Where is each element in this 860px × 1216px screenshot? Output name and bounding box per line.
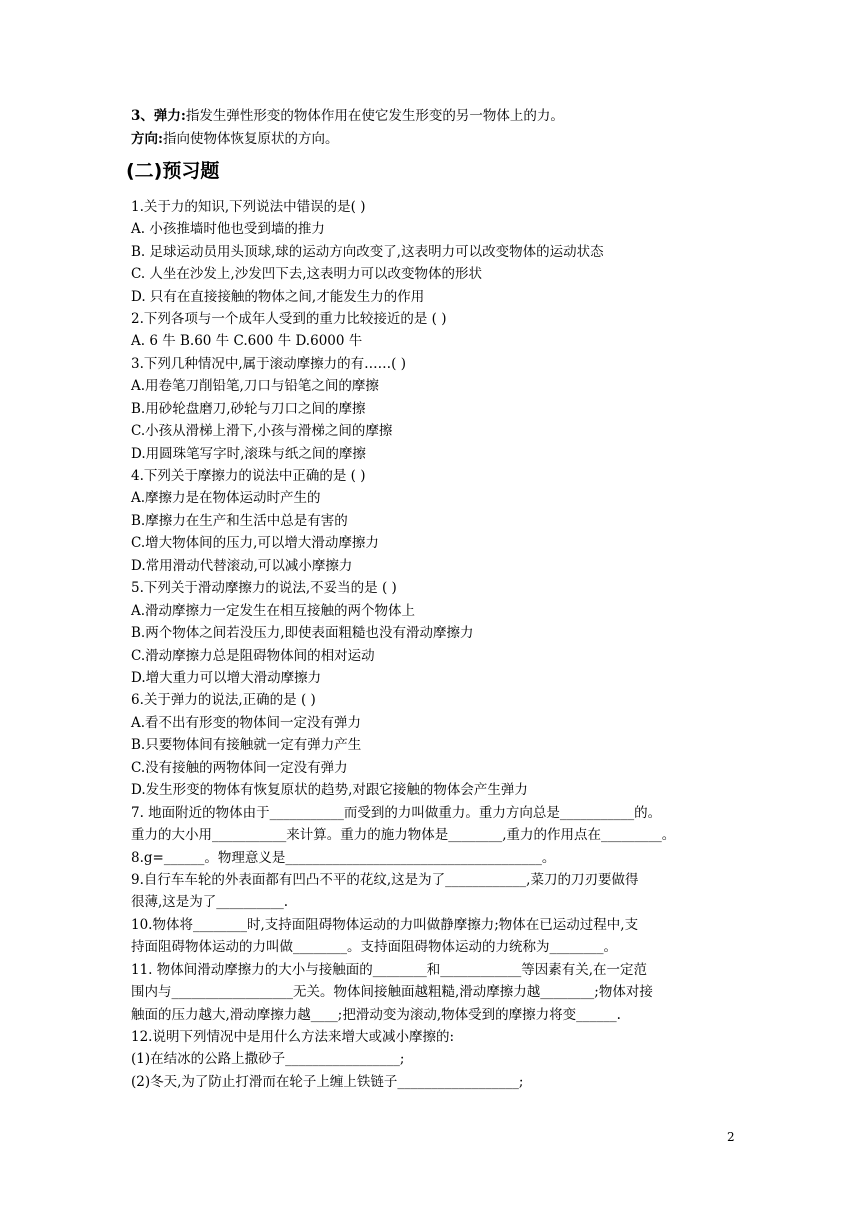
q4-option-c: C.增大物体间的压力,可以增大滑动摩擦力	[131, 535, 379, 551]
q10-line-2: 持面阻碍物体运动的力叫做________。支持面阻碍物体运动的力统称为________。	[131, 939, 617, 955]
q3-option-a: A.用卷笔刀削铅笔,刀口与铅笔之间的摩擦	[131, 378, 379, 394]
q1-stem: 1.关于力的知识,下列说法中错误的是( )	[131, 199, 366, 215]
q9-line-1: 9.自行车车轮的外表面都有凹凸不平的花纹,这是为了____________,菜刀的刀刃要做得	[131, 872, 639, 888]
q1-option-a: A. 小孩推墙时他也受到墙的推力	[131, 221, 325, 237]
q11-line-3: 触面的压力越大,滑动摩擦力越____;把滑动变为滚动,物体受到的摩擦力将变______.	[131, 1007, 621, 1023]
q12-item-2: (2)冬天,为了防止打滑而在轮子上缠上铁链子__________________;	[131, 1074, 524, 1090]
q12-item-1: (1)在结冰的公路上撒砂子_________________;	[131, 1051, 405, 1067]
q10-line-1: 10.物体将________时,支持面阻碍物体运动的力叫做静摩擦力;物体在已运动过程中,支	[131, 917, 639, 933]
direction-definition	[131, 129, 338, 149]
q5-option-c: C.滑动摩擦力总是阻碍物体间的相对运动	[131, 648, 375, 664]
q3-option-c: C.小孩从滑梯上滑下,小孩与滑梯之间的摩擦	[131, 423, 393, 439]
page-number: 2	[727, 1130, 735, 1144]
q5-option-b: B.两个物体之间若没压力,即使表面粗糙也没有滑动摩擦力	[131, 625, 474, 641]
elastic-force-definition	[131, 106, 564, 126]
q6-option-c: C.没有接触的两物体间一定没有弹力	[131, 760, 348, 776]
q7-line-2: 重力的大小用___________来计算。重力的施力物体是________,重力的作用点在_________。	[131, 827, 676, 843]
section-title: (二)预习题	[126, 160, 220, 182]
q8-line: 8.g=______。物理意义是______________________________________。	[131, 850, 556, 866]
q3-option-d: D.用圆珠笔写字时,滚珠与纸之间的摩擦	[131, 446, 366, 462]
q6-option-b: B.只要物体间有接触就一定有弹力产生	[131, 737, 362, 753]
direction-label: 方向:	[131, 131, 163, 147]
q1-option-d: D. 只有在直接接触的物体之间,才能发生力的作用	[131, 289, 425, 305]
q5-option-a: A.滑动摩擦力一定发生在相互接触的两个物体上	[131, 603, 416, 619]
q9-line-2: 很薄,这是为了__________.	[131, 894, 289, 910]
q6-option-a: A.看不出有形变的物体间一定没有弹力	[131, 715, 362, 731]
q12-stem: 12.说明下列情况中是用什么方法来增大或减小摩擦的:	[131, 1029, 455, 1045]
q11-line-2: 围内与__________________无关。物体间接触面越粗糙,滑动摩擦力越________;物体对接	[131, 984, 653, 1000]
q3-option-b: B.用砂轮盘磨刀,砂轮与刀口之间的摩擦	[131, 401, 366, 417]
q4-option-d: D.常用滑动代替滚动,可以减小摩擦力	[131, 558, 353, 574]
direction-text: 指向使物体恢复原状的方向。	[162, 131, 339, 147]
q7-line-1: 7. 地面附近的物体由于___________而受到的力叫做重力。重力方向总是___________的。	[131, 805, 662, 821]
q1-option-b: B. 足球运动员用头顶球,球的运动方向改变了,这表明力可以改变物体的运动状态	[131, 244, 604, 260]
q4-stem: 4.下列关于摩擦力的说法中正确的是 ( )	[131, 468, 366, 484]
q3-stem: 3.下列几种情况中,属于滚动摩擦力的有……( )	[131, 356, 406, 372]
q4-option-a: A.摩擦力是在物体运动时产生的	[131, 490, 321, 506]
elastic-force-label: 3、弹力:	[131, 108, 186, 124]
q2-options: A. 6 牛 B.60 牛 C.600 牛 D.6000 牛	[131, 333, 363, 349]
q5-option-d: D.增大重力可以增大滑动摩擦力	[131, 670, 322, 686]
q4-option-b: B.摩擦力在生产和生活中总是有害的	[131, 513, 348, 529]
q6-stem: 6.关于弹力的说法,正确的是 ( )	[131, 692, 316, 708]
q1-option-c: C. 人坐在沙发上,沙发凹下去,这表明力可以改变物体的形状	[131, 266, 483, 282]
q5-stem: 5.下列关于滑动摩擦力的说法,不妥当的是 ( )	[131, 580, 397, 596]
elastic-force-text: 指发生弹性形变的物体作用在使它发生形变的另一物体上的力。	[185, 108, 564, 124]
q2-stem: 2.下列各项与一个成年人受到的重力比较接近的是 ( )	[131, 311, 447, 327]
q11-line-1: 11. 物体间滑动摩擦力的大小与接触面的________和____________等因素有关,在一定范	[131, 962, 648, 978]
q6-option-d: D.发生形变的物体有恢复原状的趋势,对跟它接触的物体会产生弹力	[131, 782, 528, 798]
